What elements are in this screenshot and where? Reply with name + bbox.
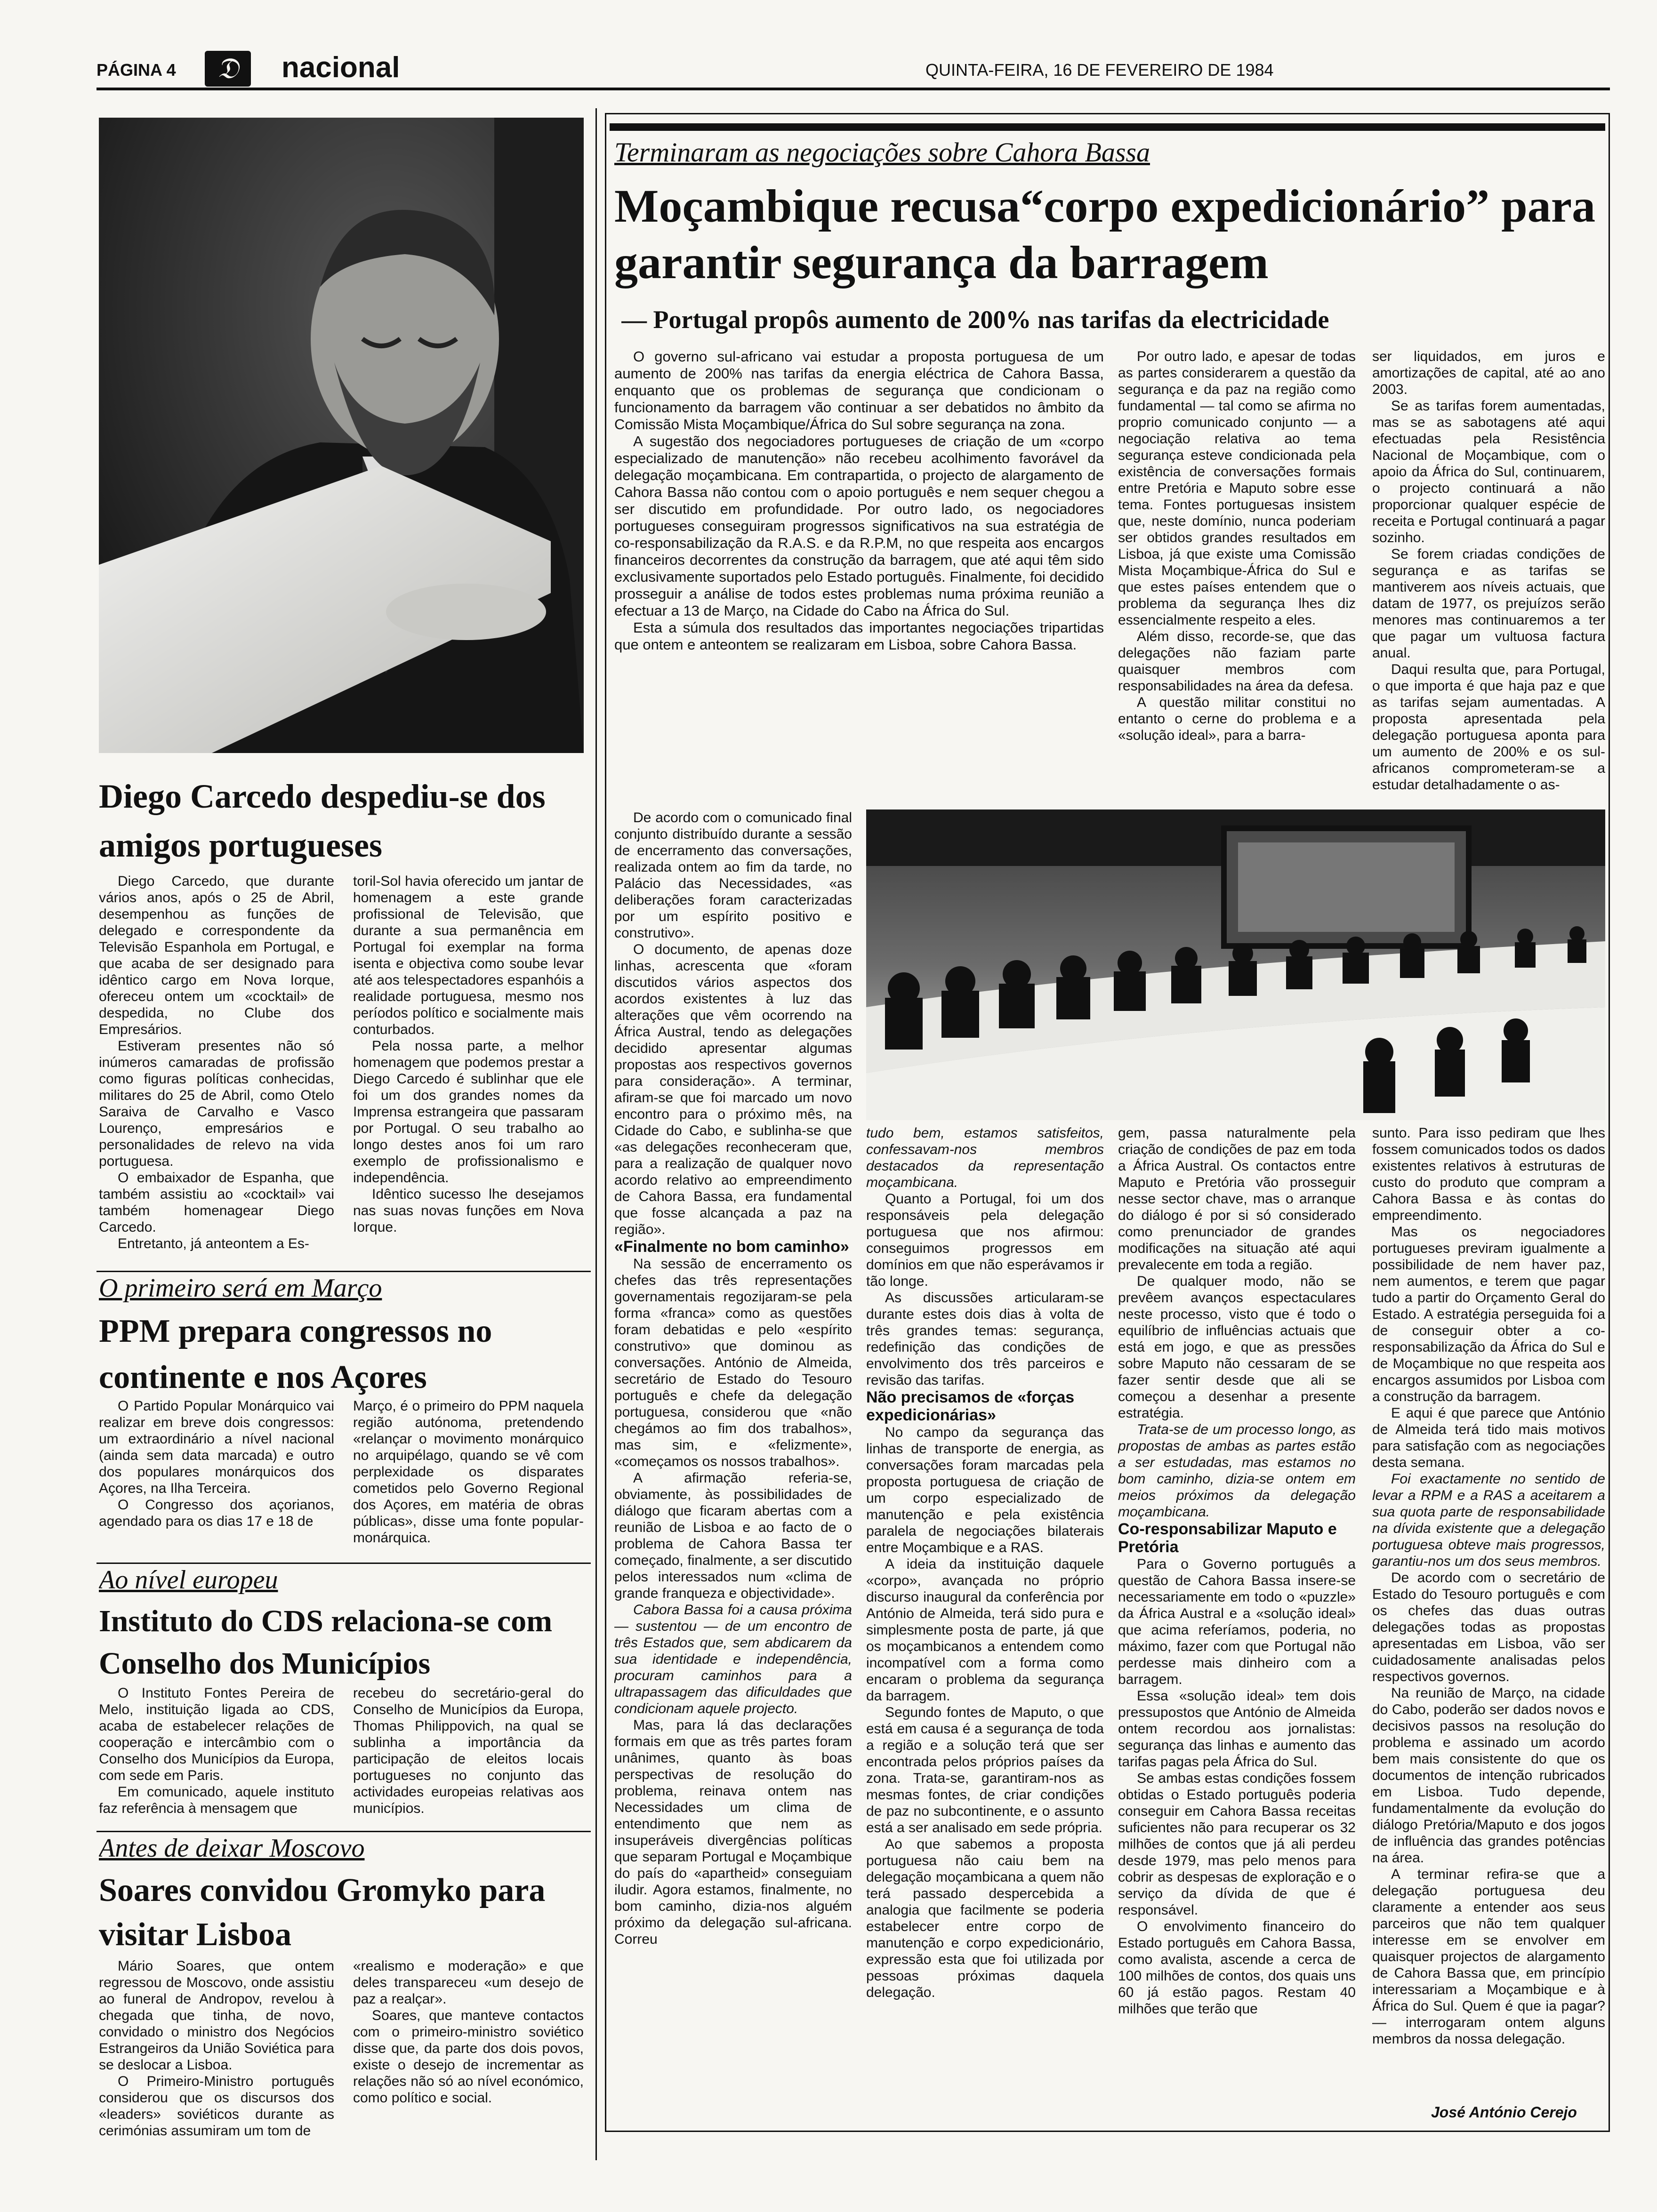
- paragraph: Foi exactamente no sentido de levar a RPM e a RAS a aceitarem a sua quota parte de responsabilidade na dívida existente que a delegação portuguesa obteve mais progressos, garantiu-nos um dos seus membros.: [1372, 1471, 1605, 1569]
- ppm-kicker: O primeiro será em Março: [99, 1274, 382, 1303]
- subhead-finalmente: «Finalmente no bom caminho»: [614, 1238, 849, 1256]
- paragraph: O embaixador de Espanha, que também assistiu ao «cocktail» vai também homenagear Diego Carcedo.: [99, 1170, 334, 1235]
- paragraph: Mas, para lá das declarações formais em que as três partes foram unânimes, quanto às boas perspectivas de resolução do problema, reinava ontem nas Necessidades um clima de entendimento que nem as insuperáveis divergências políticas que separam Portugal e Moçambique do país do «apartheid» conseguiam iludir. Agora estamos, finalmente, no bom caminho, dizia-nos alguém próximo da delegação sul-africana. Correu: [614, 1717, 852, 1947]
- subhead-forcas: Não precisamos de «forças expedicionárias»: [866, 1388, 1075, 1424]
- paragraph: Se ambas estas condições fossem obtidas o Estado português poderia conseguir em Cahora Bassa receitas suficientes não para recuperar os 32 milhões de contos que já ali perdeu desde 1979, mas pelo menos para cobrir as despesas de exploração e o serviço da dívida de que é responsável.: [1118, 1771, 1356, 1918]
- paragraph: De qualquer modo, não se prevêem avanços espectaculares neste processo, visto que é todo o equilíbrio de influências actuais que está em jogo, e que as pressões sobre Maputo não cessaram de se fazer sentir desde que ali se começou a desenhar a presente estratégia.: [1118, 1274, 1356, 1421]
- paragraph: toril-Sol havia oferecido um jantar de homenagem a este grande profissional de Televisão, que durante a sua permanência em Portugal foi exemplar na forma isenta e objectiva como soube levar até aos telespectadores espanhóis a realidade portuguesa, mesmo nos períodos político e socialmente mais conturbados.: [353, 874, 584, 1037]
- soares-kicker: Antes de deixar Moscovo: [99, 1834, 365, 1863]
- cds-kicker: Ao nível europeu: [99, 1565, 278, 1595]
- paragraph: Mas os negociadores portugueses previram igualmente a possibilidade de nem haver paz, nem aumentos, e terem que pagar tudo a partir do Orçamento Geral do Estado. A estratégia perseguida foi a de conseguir obter a co-responsabilização da África do Sul e de Moçambique no que respeita aos encargos assumidos por Lisboa com a construção da barragem.: [1372, 1224, 1605, 1404]
- paragraph: sunto. Para isso pediram que lhes fossem comunicados todos os dados existentes relativos à estruturas de custo do produto que compram a Cahora Bassa e às contas do empreendimento.: [1372, 1125, 1605, 1223]
- page-date: QUINTA-FEIRA, 16 DE FEVEREIRO DE 1984: [925, 60, 1274, 80]
- paragraph: ser liquidados, em juros e amortizações de capital, até ao ano 2003.: [1372, 349, 1605, 397]
- paragraph: recebeu do secretário-geral do Conselho de Municípios da Europa, Thomas Philippovich, na qual se sublinha a importância da participação de eleitos locais portugueses no conjunto das actividades europeias relativas aos municípios.: [353, 1685, 584, 1816]
- paragraph: O Instituto Fontes Pereira de Melo, instituição ligada ao CDS, acaba de estabelecer relações de cooperação e intercâmbio com o Conselho dos Municípios da Europa, com sede em Paris.: [99, 1685, 334, 1783]
- paragraph: Ao que sabemos a proposta portuguesa não caiu bem na delegação moçambicana a quem não terá passado despercebida a analogia que facilmente se poderia estabelecer entre corpo de manutenção e corpo expedicionário, expressão esta que foi utilizada por pessoas próximas daquela delegação.: [866, 1836, 1104, 2000]
- soares-col-1: [99, 1958, 334, 2156]
- paragraph: De acordo com o secretário de Estado do Tesouro português e com os chefes das duas outras delegações todas as propostas apresentadas em Lisboa, vão ser cuidadosamente analisadas pelos respectivos governos.: [1372, 1570, 1605, 1684]
- carcedo-col-1: [99, 873, 334, 1259]
- cahora-col-b: [866, 1125, 1104, 2123]
- paragraph: «realismo e moderação» e que deles transpareceu «um desejo de paz a realçar».: [353, 1958, 584, 2007]
- cahora-lead: [614, 348, 1104, 807]
- paragraph: Cabora Bassa foi a causa próxima — sustentou — de um encontro de três Estados que, sem abdicarem da sua identidade e independência, procuram caminhos para a ultrapassagem das dificuldades que condicionam aquele projecto.: [614, 1602, 852, 1716]
- cahora-col-d: [1372, 1125, 1605, 2104]
- paragraph: Se as tarifas forem aumentadas, mas se as sabotagens até aqui efectuadas pela Resistência Nacional de Moçambique, com o apoio da África do Sul, continuarem, o projecto continuará a não proporcionar qualquer espécie de receita e Portugal continuará a pagar sozinho.: [1372, 398, 1605, 545]
- paragraph: De acordo com o comunicado final conjunto distribuído durante a sessão de encerramento das conversações, realizada ontem ao fim da tarde, no Palácio das Necessidades, «as deliberações foram caracterizadas por um espírito positivo e construtivo».: [614, 810, 852, 941]
- paragraph: A sugestão dos negociadores portugueses de criação de um «corpo especializado de manutenção» não recebeu acolhimento favorável da delegação moçambicana. Em contrapartida, o projecto de alargamento de Cahora Bassa não contou com o apoio português e nem sequer chegou a ser discutido em profundidade. Por outro lado, os negociadores portugueses conseguiram progressos significativos na sua estratégia de co-responsabilização da R.A.S. e da R.P.M, no que respeita aos encargos financeiros decorrentes da construção da barragem, que até aqui têm sido exclusivamente suportados pelo Estado português. Finalmente, foi decidido prosseguir a análise de todos estes problemas numa próxima reunião a efectuar a 13 de Março, na Cidade do Cabo na África do Sul.: [614, 433, 1104, 619]
- cahora-headline: Moçambique recusa“corpo expedicionário” para garantir segurança da barragem: [614, 180, 1596, 289]
- cahora-subheadline: — Portugal propôs aumento de 200% nas tarifas da electricidade: [621, 305, 1329, 334]
- header-rule: [97, 88, 1610, 90]
- paragraph: Em comunicado, aquele instituto faz referência à mensagem que: [99, 1784, 334, 1816]
- paragraph: Soares, que manteve contactos com o primeiro-ministro soviético disse que, da parte dos dois povos, existe o desejo de incrementar as relações não só ao nível económico, como político e social.: [353, 2008, 584, 2106]
- paragraph: O documento, de apenas doze linhas, acrescenta que «foram discutidos vários aspectos dos acordos existentes à luz das alterações que vêm ocorrendo na África Austral, tendo as delegações decidido apresentar algumas propostas aos respectivos governos para consideração». A terminar, afiram-se que foi marcado um novo encontro para o próximo mês, na Cidade do Cabo, e sublinha-se que «as delegações reconheceram que, para a realização de qualquer novo acordo relativo ao empreendimento de Cahora Bassa, era fundamental que fosse alcançada a paz na região».: [614, 942, 852, 1237]
- paragraph: Entretanto, já anteontem a Es-: [118, 1236, 309, 1251]
- cahora-col-c: [1118, 1125, 1356, 2123]
- paragraph: Quanto a Portugal, foi um dos responsáveis pela delegação portuguesa que nos afirmou: conseguimos progressos em domínios em que não esperávamos ir tão longe.: [866, 1191, 1104, 1289]
- paragraph: Na sessão de encerramento os chefes das três representações governamentais regozijaram-se pela forma «franca» como as questões foram debatidas e pelo «espírito construtivo» que dominou as conversações. António de Almeida, secretário de Estado do Tesouro português e chefe da delegação portuguesa, considerou que «não chegámos ao fim dos trabalhos», mas sim, e «felizmente», «começamos os nossos trabalhos».: [614, 1256, 852, 1469]
- cds-col-1: [99, 1685, 334, 1826]
- paragraph: Por outro lado, e apesar de todas as partes considerarem a questão da segurança e da paz na região como fundamental — tal como se afirma no proprio comunicado conjunto — a negociação relativa ao tema segurança esteve condicionada pela existência de conversações formais entre Pretória e Maputo sobre esse tema. Fontes portuguesas insistem que, neste domínio, nunca poderiam ser obtidos grandes resultados em Lisboa, já que existe uma Comissão Mista Moçambique-África do Sul e que estes países entendem que o problema da segurança lhes diz essencialmente respeito a eles.: [1118, 349, 1356, 628]
- paragraph: As discussões articularam-se durante estes dois dias à volta de três grandes temas: segurança, redefinição das condições de envolvimento dos três parceiros e revisão das tarifas.: [866, 1290, 1104, 1388]
- box-top-bar: [610, 123, 1605, 131]
- cahora-top-col-4: [1372, 348, 1605, 807]
- paragraph: Na reunião de Março, na cidade do Cabo, poderão ser dados novos e decisivos passos na resolução do problema e assinado um acordo bem mais consistente do que os documentos de intenção rubricados em Lisboa. Tudo depende, fundamentalmente da evolução do diálogo Pretória/Maputo e dos jogos de influência das grandes potências na área.: [1372, 1685, 1605, 1866]
- column-separator: [595, 108, 597, 2160]
- paragraph: Março, é o primeiro do PPM naquela região autónoma, pretendendo «relançar o movimento monárquico no arquipélago, quando se vê com perplexidade os disparates cometidos pelo Governo Regional dos Açores, em matéria de obras públicas», disse uma fonte popular-monárquica.: [353, 1398, 584, 1546]
- soares-headline: Soares convidou Gromyko para visitar Lisboa: [99, 1872, 546, 1953]
- paragraph: Se forem criadas condições de segurança e as tarifas se mantiverem aos níveis actuais, que datam de 1977, os prejuízos serão menores mas continuaremos a ter que pagar um vultuosa factura anual.: [1372, 546, 1605, 661]
- ppm-col-1: [99, 1398, 334, 1558]
- carcedo-col-2: [353, 873, 584, 1259]
- subhead-coresponsabilizar: Co-responsabilizar Maputo e Pretória: [1118, 1520, 1337, 1556]
- carcedo-headline: Diego Carcedo despediu-se dos amigos portugueses: [99, 777, 546, 864]
- paragraph: Além disso, recorde-se, que das delegações não faziam parte quaisquer membros com responsabilidades na área da defesa.: [1118, 629, 1356, 694]
- paragraph: E aqui é que parece que António de Almeida terá tido mais motivos para satisfação com as negociações desta semana.: [1372, 1405, 1605, 1470]
- section-divider: [97, 1271, 591, 1272]
- ppm-headline: PPM prepara congressos no continente e nos Açores: [99, 1313, 492, 1395]
- cahora-top-col-3: [1118, 348, 1356, 807]
- paragraph: tudo bem, estamos satisfeitos, confessavam-nos membros destacados da representação moçambicana.: [866, 1125, 1104, 1190]
- paragraph: O Primeiro-Ministro português considerou que os discursos dos «leaders» soviéticos durante as cerimónias assumiram um tom de: [99, 2074, 334, 2139]
- paragraph: Para o Governo português a questão de Cahora Bassa insere-se necessariamente em todo o «puzzle» da África Austral e a «solução ideal» que acima referíamos, poderia, no máximo, fazer com que Portugal não perdesse mais dinheiro com a barragem.: [1118, 1556, 1356, 1687]
- carcedo-photo: [99, 118, 584, 753]
- paragraph: gem, passa naturalmente pela criação de condições de paz em toda a África Austral. Os contactos entre Maputo e Pretória vão prosseguir nesse sector chave, mas o arranque do diálogo é por si só considerado como prenunciador de grandes modificações na situação até aqui prevalecente em toda a região.: [1118, 1125, 1356, 1273]
- byline: José António Cerejo: [1431, 2104, 1577, 2121]
- paragraph: Esta a súmula dos resultados das importantes negociações tripartidas que ontem e anteontem se realizaram em Lisboa, sobre Cahora Bassa.: [614, 619, 1104, 653]
- paragraph: Essa «solução ideal» tem dois pressupostos que António de Almeida ontem recordou aos jornalistas: segurança das linhas e aumento das tarifas pagas pela África do Sul.: [1118, 1688, 1356, 1770]
- cds-headline: Instituto do CDS relaciona-se com Conselho dos Municípios: [99, 1604, 553, 1681]
- ppm-col-2: [353, 1398, 584, 1558]
- cahora-kicker: Terminaram as negociações sobre Cahora Bassa: [614, 137, 1150, 168]
- section-name: nacional: [282, 51, 400, 84]
- paragraph: A ideia da instituição daquele «corpo», avançada no próprio discurso inaugural da conferência por António de Almeida, terá sido pura e simplesmente posta de parte, já que os moçambicanos a entendem como incompatível com a forma como encaram o problema da segurança da barragem.: [866, 1556, 1104, 1704]
- paragraph: Pela nossa parte, a melhor homenagem que podemos prestar a Diego Carcedo é sublinhar que ele foi um dos grandes nomes da Imprensa estrangeira que passaram por Portugal. O seu trabalho ao longo destes anos foi um raro exemplo de profissionalismo e independência.: [353, 1038, 584, 1186]
- paragraph: O governo sul-africano vai estudar a proposta portuguesa de um aumento de 200% nas tarifas da energia eléctrica de Cahora Bassa, enquanto que os problemas de segurança que condicionam o funcionamento da barragem vão continuar a ser debatidos no âmbito da Comissão Mista Moçambique/África do Sul sobre segurança na zona.: [614, 348, 1104, 433]
- newspaper-logo-icon: 𝔇: [205, 51, 251, 87]
- section-divider: [97, 1831, 591, 1832]
- paragraph: O Congresso dos açorianos, agendado para os dias 17 e 18 de: [99, 1497, 334, 1529]
- cds-col-2: [353, 1685, 584, 1826]
- paragraph: A afirmação referia-se, obviamente, às possibilidades de diálogo que ficaram abertas com a reunião de Lisboa e ao facto de o problema de Cahora Bassa ter começado, finalmente, a ser discutido pelos interessados num «clima de grande franqueza e objectividade».: [614, 1470, 852, 1601]
- soares-col-2: [353, 1958, 584, 2156]
- page-label: PÁGINA 4: [97, 60, 176, 80]
- paragraph: O Partido Popular Monárquico vai realizar em breve dois congressos: um extraordinário a nível nacional (ainda sem data marcada) e outro dos populares monárquicos dos Açores, na Ilha Terceira.: [99, 1398, 334, 1496]
- paragraph: Estiveram presentes não só inúmeros camaradas de profissão como figuras políticas conhecidas, militares do 25 de Abril, como Otelo Saraiva de Carvalho e Vasco Lourenço, empresários e personalidades de relevo na vida portuguesa.: [99, 1038, 334, 1169]
- paragraph: Idêntico sucesso lhe desejamos nas suas novas funções em Nova Iorque.: [353, 1186, 584, 1235]
- paragraph: Mário Soares, que ontem regressou de Moscovo, onde assistiu ao funeral de Andropov, revelou à chegada que tinha, de novo, convidado o ministro dos Negócios Estrangeiros da União Soviética para se deslocar a Lisboa.: [99, 1958, 334, 2073]
- paragraph: Diego Carcedo, que durante vários anos, após o 25 de Abril, desempenhou as funções de delegado e correspondente da Televisão Espanhola em Portugal, e que acaba de ser designado para idêntico cargo em Nova Iorque, ofereceu ontem um «cocktail» de despedida, no Clube dos Empresários.: [99, 874, 334, 1037]
- paragraph: Daqui resulta que, para Portugal, o que importa é que haja paz e que as tarifas sejam aumentadas. A proposta apresentada pela delegação portuguesa aponta para um aumento de 200% e os sul-africanos comprometeram-se a estudar detalhadamente o as-: [1372, 662, 1605, 793]
- conference-photo: [866, 809, 1605, 1120]
- cahora-col-a: [614, 809, 852, 2123]
- paragraph: A terminar refira-se que a delegação portuguesa deu claramente a entender aos seus parceiros que não tem qualquer interesse em se envolver em quaisquer projectos de alargamento de Cahora Bassa que, em princípio interessariam a Moçambique e à África do Sul. Quem é que ia pagar? — interrogaram ontem alguns membros da nossa delegação.: [1372, 1867, 1605, 2047]
- section-divider: [97, 1563, 591, 1564]
- paragraph: A questão militar constitui no entanto o cerne do problema e a «solução ideal», para a barra-: [1118, 695, 1356, 743]
- paragraph: No campo da segurança das linhas de transporte de energia, as conversações foram marcadas pela proposta portuguesa de criação de um corpo especializado de manutenção e pela existência paralela de negociações bilaterais entre Moçambique e a RAS.: [866, 1425, 1104, 1555]
- paragraph: O envolvimento financeiro do Estado português em Cahora Bassa, como avalista, ascende a cerca de 100 milhões de contos, dos quais uns 60 já estão pagos. Restam 40 milhões que terão que: [1118, 1919, 1356, 2017]
- paragraph: Trata-se de um processo longo, as propostas de ambas as partes estão a ser estudadas, mas estamos no bom caminho, dizia-se ontem em meios próximos da delegação moçambicana.: [1118, 1422, 1356, 1520]
- paragraph: Segundo fontes de Maputo, o que está em causa é a segurança de toda a região e a solução terá que ser encontrada pelos próprios países da zona. Trata-se, garantiram-nos as mesmas fontes, de criar condições de paz no subcontinente, e o assunto está a ser analisado em sede própria.: [866, 1705, 1104, 1835]
